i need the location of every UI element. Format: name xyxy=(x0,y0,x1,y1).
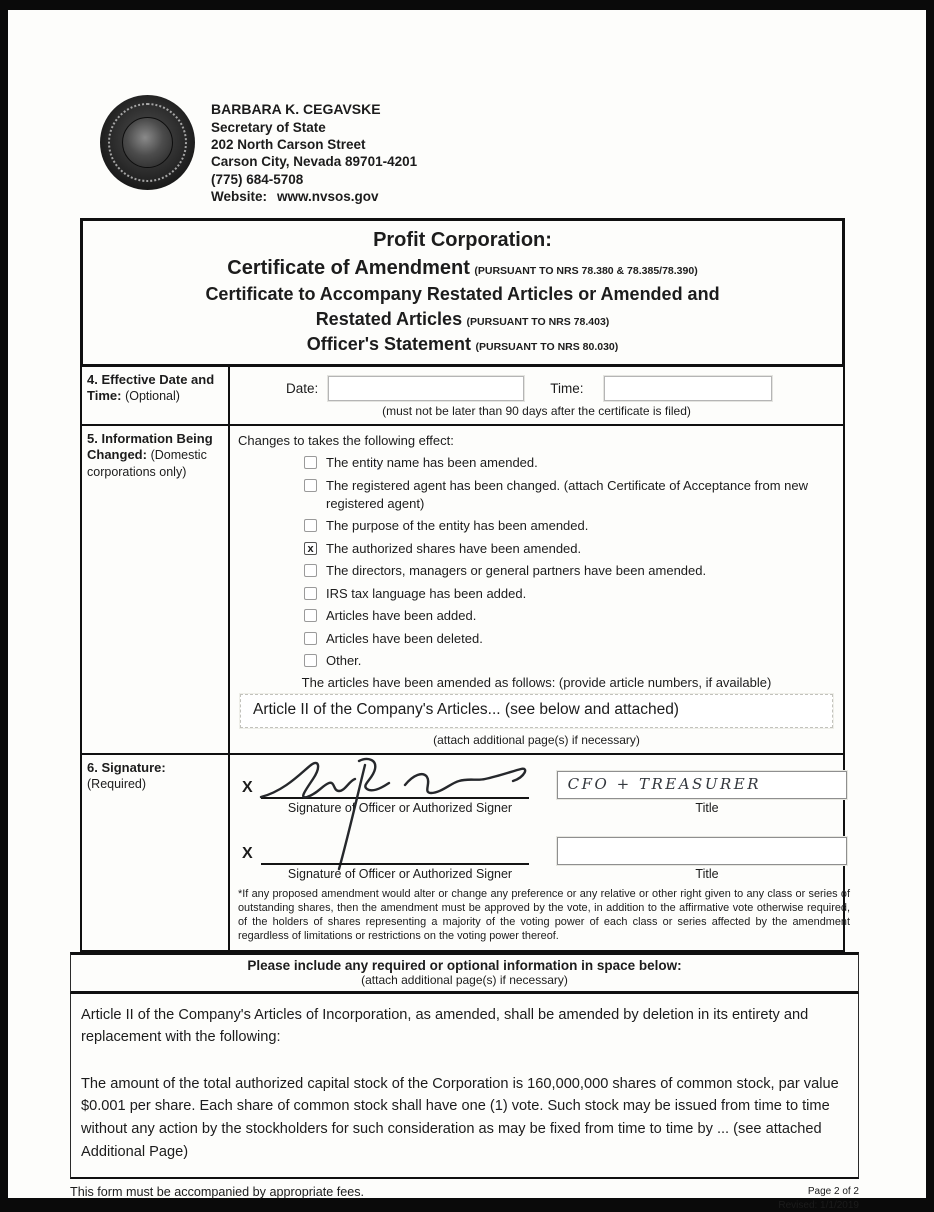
section-5-label-note: (Domestic corporations only) xyxy=(87,448,207,479)
checkbox-row-registered-agent xyxy=(304,477,835,512)
title-field-1[interactable] xyxy=(557,771,847,799)
checkbox-row-articles-deleted xyxy=(304,630,835,648)
checkbox[interactable] xyxy=(304,609,317,622)
form-title-line5-statute: (PURSUANT TO NRS 80.030) xyxy=(475,341,619,354)
section-4-label-note: (Optional) xyxy=(125,389,180,404)
nevada-state-seal-icon xyxy=(100,95,195,190)
checkbox[interactable] xyxy=(304,587,317,600)
signature-caption-1: Signature of Officer or Authorized Signer xyxy=(287,800,513,815)
date-label: Date: xyxy=(286,381,319,397)
form-title-block xyxy=(80,218,845,367)
agency-title: Secretary of State xyxy=(211,119,326,135)
checkbox-label: Articles have been deleted. xyxy=(326,630,483,646)
checkbox[interactable] xyxy=(304,479,317,492)
checkbox[interactable] xyxy=(304,654,317,667)
statement-paragraph-2: The amount of the total authorized capital stock of the Corporation is 160,000,000 shares of common stock, par value $0.001 per share. Each share of common stock shall have one (1) vote. Such stock may be issued from time to time without any action by the stockholders for such consideration as may be fixed from time to time by ... (see attached Additional Page) xyxy=(81,1075,839,1160)
title-caption-2: Title xyxy=(695,866,719,881)
revised-date: Revised: 1/1/2019 xyxy=(778,1199,859,1211)
signature-caption-2: Signature of Officer or Authorized Signer xyxy=(287,866,513,881)
section-6-row xyxy=(82,755,850,950)
statement-paragraph-1: Article II of the Company's Articles of Incorporation, as amended, shall be amended by deletion in its entirety and replacement with the following: xyxy=(81,1006,809,1046)
website-label: Website: xyxy=(211,188,268,204)
section-4-row xyxy=(82,367,843,426)
checkbox[interactable]: x xyxy=(304,542,317,555)
checkbox-label: The directors, managers or general partners have been amended. xyxy=(326,563,707,579)
section-6-label-note: (Required) xyxy=(87,776,147,791)
form-table xyxy=(80,367,850,951)
checkbox-row-authorized-shares xyxy=(304,540,835,558)
form-title-line2: Certificate of Amendment xyxy=(227,256,470,279)
signature-x-mark: X xyxy=(242,844,253,862)
amendment-statement-box xyxy=(70,994,859,1180)
section-6-label xyxy=(82,755,230,950)
checkbox[interactable] xyxy=(304,632,317,645)
title-handwriting: CFO + TREASURER xyxy=(567,774,761,793)
signature-field-1[interactable] xyxy=(261,765,529,799)
checkbox[interactable] xyxy=(304,564,317,577)
checkbox-label: Other. xyxy=(326,653,362,669)
include-info-banner xyxy=(70,952,859,994)
form-title-line2-statute: (PURSUANT TO NRS 78.380 & 78.385/78.390) xyxy=(474,264,698,277)
amendment-vote-footnote: *If any proposed amendment would alter or change any preference or any relative or other right given to any class or series of outstanding shares, then the amendment must be approved by the vote, in addition to the affirmative vote otherwise required, of the holders of shares representing a majority of the voting power of each class or series affected by the amendment regardless of limitations or restrictions on the voting power thereof. xyxy=(238,887,850,943)
checkbox[interactable] xyxy=(304,519,317,532)
agency-address-block xyxy=(211,95,417,205)
signature-handwriting xyxy=(255,751,545,811)
articles-amended-field[interactable]: Article II of the Company's Articles... (see below and attached) xyxy=(240,694,833,728)
checkbox-label: The registered agent has been changed. (attach Certificate of Acceptance from new registered agent) xyxy=(326,477,809,511)
signature-field-2[interactable] xyxy=(261,831,529,865)
form-title-line3: Certificate to Accompany Restated Articles or Amended and xyxy=(205,284,720,305)
banner-bold-text: Please include any required or optional information in space below: xyxy=(247,957,682,973)
checkbox-row-purpose xyxy=(304,517,835,535)
time-field[interactable] xyxy=(604,376,772,401)
attach-pages-note: (attach additional page(s) if necessary) xyxy=(433,732,640,747)
section-5-label xyxy=(82,426,230,752)
checkbox-row-directors xyxy=(304,562,835,580)
checkbox-label: The authorized shares have been amended. xyxy=(326,540,582,556)
checkbox-label: IRS tax language has been added. xyxy=(326,585,527,601)
fees-note: This form must be accompanied by appropriate fees. xyxy=(70,1185,364,1200)
checkbox-row-irs-tax xyxy=(304,585,835,603)
articles-amended-note: The articles have been amended as follows: (provide article numbers, if available) xyxy=(301,674,772,690)
secretary-name: BARBARA K. CEGAVSKE xyxy=(211,101,381,117)
checkbox-row-other xyxy=(304,652,835,670)
title-caption-1: Title xyxy=(695,800,719,815)
checkbox-row-entity-name xyxy=(304,454,835,472)
banner-note-text: (attach additional page(s) if necessary) xyxy=(361,972,568,987)
page-number: Page 2 of 2 xyxy=(807,1186,859,1198)
agency-phone: (775) 684-5708 xyxy=(211,171,304,187)
section-5-label-bold: 5. Information Being Changed: xyxy=(87,431,213,463)
section-4-label-bold: 4. Effective Date and Time: xyxy=(87,372,215,404)
checkbox-label: The entity name has been amended. xyxy=(326,455,538,471)
date-field[interactable] xyxy=(328,376,524,401)
signature-x-mark: X xyxy=(242,778,253,796)
form-title-line5: Officer's Statement xyxy=(306,334,472,355)
section-4-label xyxy=(82,367,230,424)
section-5-content xyxy=(230,426,843,752)
checkbox[interactable] xyxy=(304,456,317,469)
agency-city: Carson City, Nevada 89701-4201 xyxy=(211,154,418,170)
agency-street: 202 North Carson Street xyxy=(211,137,366,153)
form-title-line1: Profit Corporation: xyxy=(373,229,552,252)
changes-intro: Changes to takes the following effect: xyxy=(238,433,454,449)
section-5-row xyxy=(82,426,843,754)
checkbox-row-articles-added xyxy=(304,607,835,625)
date-time-note: (must not be later than 90 days after the certificate is filed) xyxy=(382,404,691,419)
letterhead xyxy=(100,95,926,205)
checkbox-label: The purpose of the entity has been amended. xyxy=(326,518,589,534)
website-url: www.nvsos.gov xyxy=(277,188,379,204)
title-field-2[interactable] xyxy=(557,837,847,865)
form-title-line4-statute: (PURSUANT TO NRS 78.403) xyxy=(466,316,610,329)
section-4-content xyxy=(230,367,843,424)
form-title-line4: Restated Articles xyxy=(315,309,463,330)
time-label: Time: xyxy=(550,381,584,397)
page-info xyxy=(778,1185,859,1212)
scanned-form-page xyxy=(8,10,926,1211)
section-6-label-bold: 6. Signature: xyxy=(87,759,166,775)
section-6-content xyxy=(230,755,860,950)
page-footer xyxy=(70,1179,859,1212)
checkbox-label: Articles have been added. xyxy=(326,608,477,624)
